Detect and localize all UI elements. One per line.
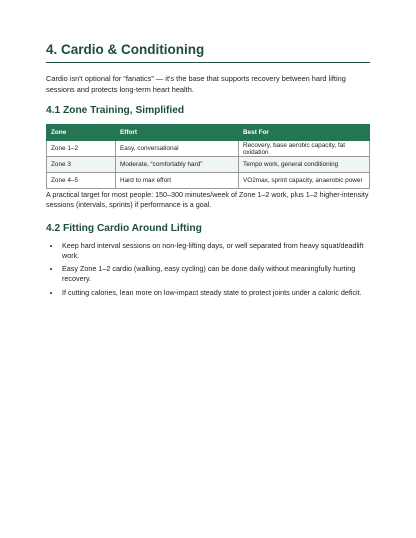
fitting-cardio-heading: 4.2 Fitting Cardio Around Lifting — [46, 223, 202, 234]
column-header-effort: Effort — [116, 125, 239, 141]
zone-cell: Zone 3 — [47, 157, 116, 173]
effort-cell: Easy, conversational — [116, 141, 239, 157]
best-for-cell: Tempo work, general conditioning — [239, 157, 370, 173]
zone-cell: Zone 1–2 — [47, 141, 116, 157]
column-header-best-for: Best For — [239, 125, 370, 141]
best-for-cell: VO2max, sprint capacity, anaerobic power — [239, 173, 370, 189]
zone-table — [46, 124, 370, 189]
list-item: • Easy Zone 1–2 cardio (walking, easy cycling) can be done daily without meaningfully hurting recovery. — [61, 264, 370, 284]
best-for-cell: Recovery, base aerobic capacity, fat oxidation — [239, 141, 370, 157]
intro-paragraph: Cardio isn't optional for “fanatics” — it's the base that supports recovery between hard lifting sessions and protects long-term heart health. — [46, 74, 346, 94]
fitting-cardio-list — [46, 241, 370, 298]
effort-cell: Hard to max effort — [116, 173, 239, 189]
table-row — [47, 141, 370, 157]
effort-cell: Moderate, “comfortably hard” — [116, 157, 239, 173]
column-header-zone: Zone — [47, 125, 116, 141]
list-item: • Keep hard interval sessions on non-leg-lifting days, or well separated from heavy squat/deadlift work. — [61, 241, 370, 261]
list-item: • If cutting calories, lean more on low-impact steady state to protect joints under a caloric deficit. — [61, 288, 370, 298]
practical-target-note: A practical target for most people: 150–300 minutes/week of Zone 1–2 work, plus 1–2 higher-intensity sessions (intervals, sprints) if performance is a goal. — [46, 190, 369, 209]
zone-cell: Zone 4–5 — [47, 173, 116, 189]
table-row — [47, 157, 370, 173]
zone-training-heading: 4.1 Zone Training, Simplified — [46, 105, 185, 116]
zone-table-header-row — [47, 125, 370, 141]
section-title: 4. Cardio & Conditioning — [46, 42, 370, 63]
table-row — [47, 173, 370, 189]
